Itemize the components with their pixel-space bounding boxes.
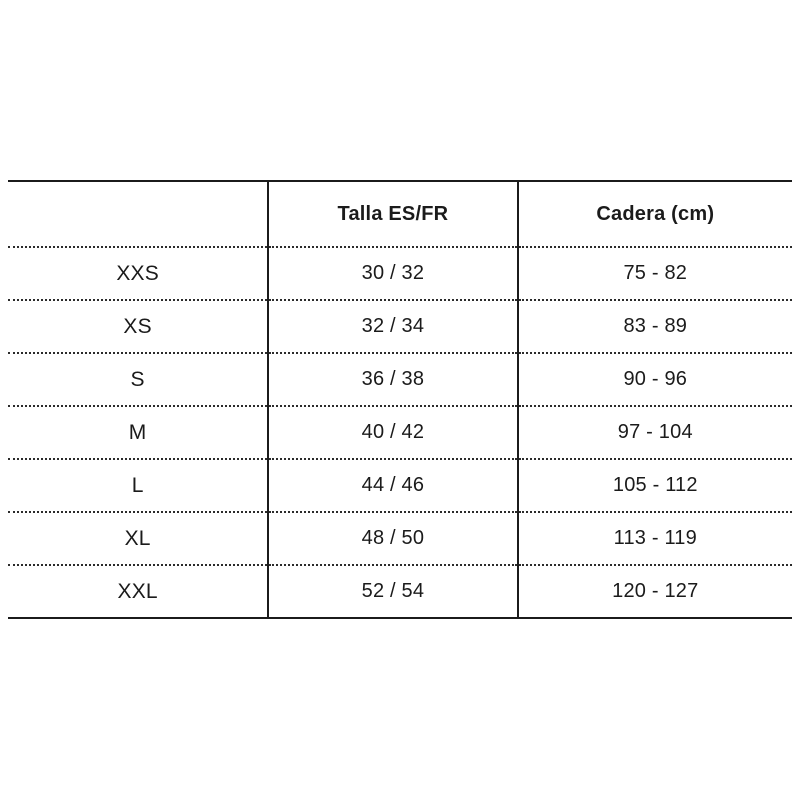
cell-talla: 32 / 34 [268, 300, 517, 353]
header-cell-size [8, 181, 268, 247]
header-cell-talla: Talla ES/FR [268, 181, 517, 247]
table-header-row [8, 181, 792, 247]
cell-size: XS [8, 300, 268, 353]
cell-size: M [8, 406, 268, 459]
table-row [8, 406, 792, 459]
table-row [8, 353, 792, 406]
cell-talla: 36 / 38 [268, 353, 517, 406]
cell-size: S [8, 353, 268, 406]
cell-size: L [8, 459, 268, 512]
size-chart-table [8, 180, 792, 619]
cell-size: XXL [8, 565, 268, 618]
cell-talla: 40 / 42 [268, 406, 517, 459]
size-table-container [8, 180, 792, 619]
cell-size: XL [8, 512, 268, 565]
cell-talla: 52 / 54 [268, 565, 517, 618]
cell-talla: 48 / 50 [268, 512, 517, 565]
table-row [8, 247, 792, 300]
cell-cadera: 113 - 119 [518, 512, 792, 565]
header-cell-cadera: Cadera (cm) [518, 181, 792, 247]
cell-cadera: 75 - 82 [518, 247, 792, 300]
cell-talla: 30 / 32 [268, 247, 517, 300]
cell-cadera: 83 - 89 [518, 300, 792, 353]
cell-cadera: 105 - 112 [518, 459, 792, 512]
table-row [8, 459, 792, 512]
cell-size: XXS [8, 247, 268, 300]
table-row [8, 300, 792, 353]
table-row [8, 565, 792, 618]
cell-cadera: 97 - 104 [518, 406, 792, 459]
cell-cadera: 120 - 127 [518, 565, 792, 618]
table-row [8, 512, 792, 565]
cell-cadera: 90 - 96 [518, 353, 792, 406]
cell-talla: 44 / 46 [268, 459, 517, 512]
